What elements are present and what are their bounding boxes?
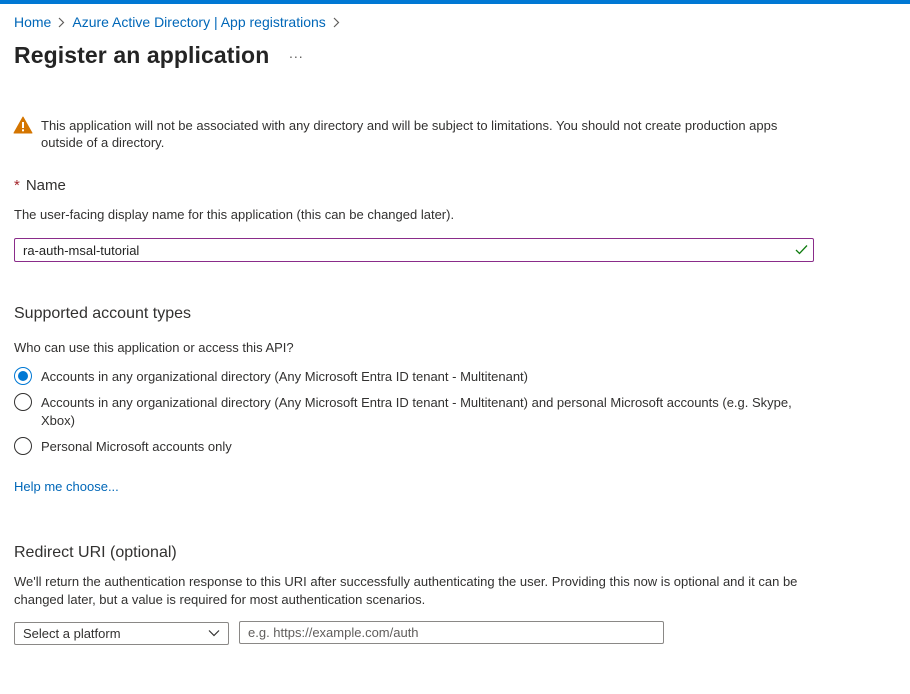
redirect-uri-input[interactable] [239,621,664,644]
chevron-down-icon [208,629,220,637]
account-types-heading: Supported account types [14,305,192,322]
platform-select[interactable] [14,622,229,645]
redirect-uri-description: We'll return the authentication response to this URI after successfully authenticating the user. Providing this now is optional and it can be changed later, but a value is required for most authentication scenarios. [14,574,798,607]
required-marker: * [14,177,20,194]
more-options-button[interactable]: ... [289,45,304,61]
breadcrumb [14,14,347,30]
redirect-uri-heading: Redirect URI (optional) [14,544,177,561]
chevron-right-icon [333,17,340,28]
name-field-label [14,177,66,194]
name-label-text: Name [25,177,66,194]
name-description: The user-facing display name for this application (this can be changed later). [14,207,455,222]
breadcrumb-home[interactable]: Home [14,14,52,30]
checkmark-icon [795,244,808,255]
chevron-right-icon [58,17,65,28]
breadcrumb-app-registrations[interactable]: Azure Active Directory | App registrations [72,14,326,30]
radio-multitenant-personal[interactable] [14,394,801,430]
radio-multitenant[interactable] [14,368,801,386]
warning-message: This application will not be associated with any directory and will be subject to limitations. You should not create production apps outside of a directory. [41,118,778,150]
radio-label: Accounts in any organizational directory (Any Microsoft Entra ID tenant - Multitenant) and personal Microsoft accounts (e.g. Skype, Xbox) [41,395,792,428]
radio-button-selected[interactable] [14,367,32,385]
radio-label: Accounts in any organizational directory (Any Microsoft Entra ID tenant - Multitenant) [41,369,528,384]
radio-button[interactable] [14,393,32,411]
warning-icon [13,116,33,134]
platform-select-value: Select a platform [23,626,121,641]
page-title: Register an application [14,42,270,68]
top-accent-bar [0,0,910,4]
radio-personal-only[interactable] [14,438,801,456]
radio-button[interactable] [14,437,32,455]
help-me-choose-link[interactable]: Help me choose... [14,479,119,494]
radio-label: Personal Microsoft accounts only [41,439,232,454]
app-name-input[interactable] [14,238,814,262]
account-types-question: Who can use this application or access this API? [14,340,294,355]
